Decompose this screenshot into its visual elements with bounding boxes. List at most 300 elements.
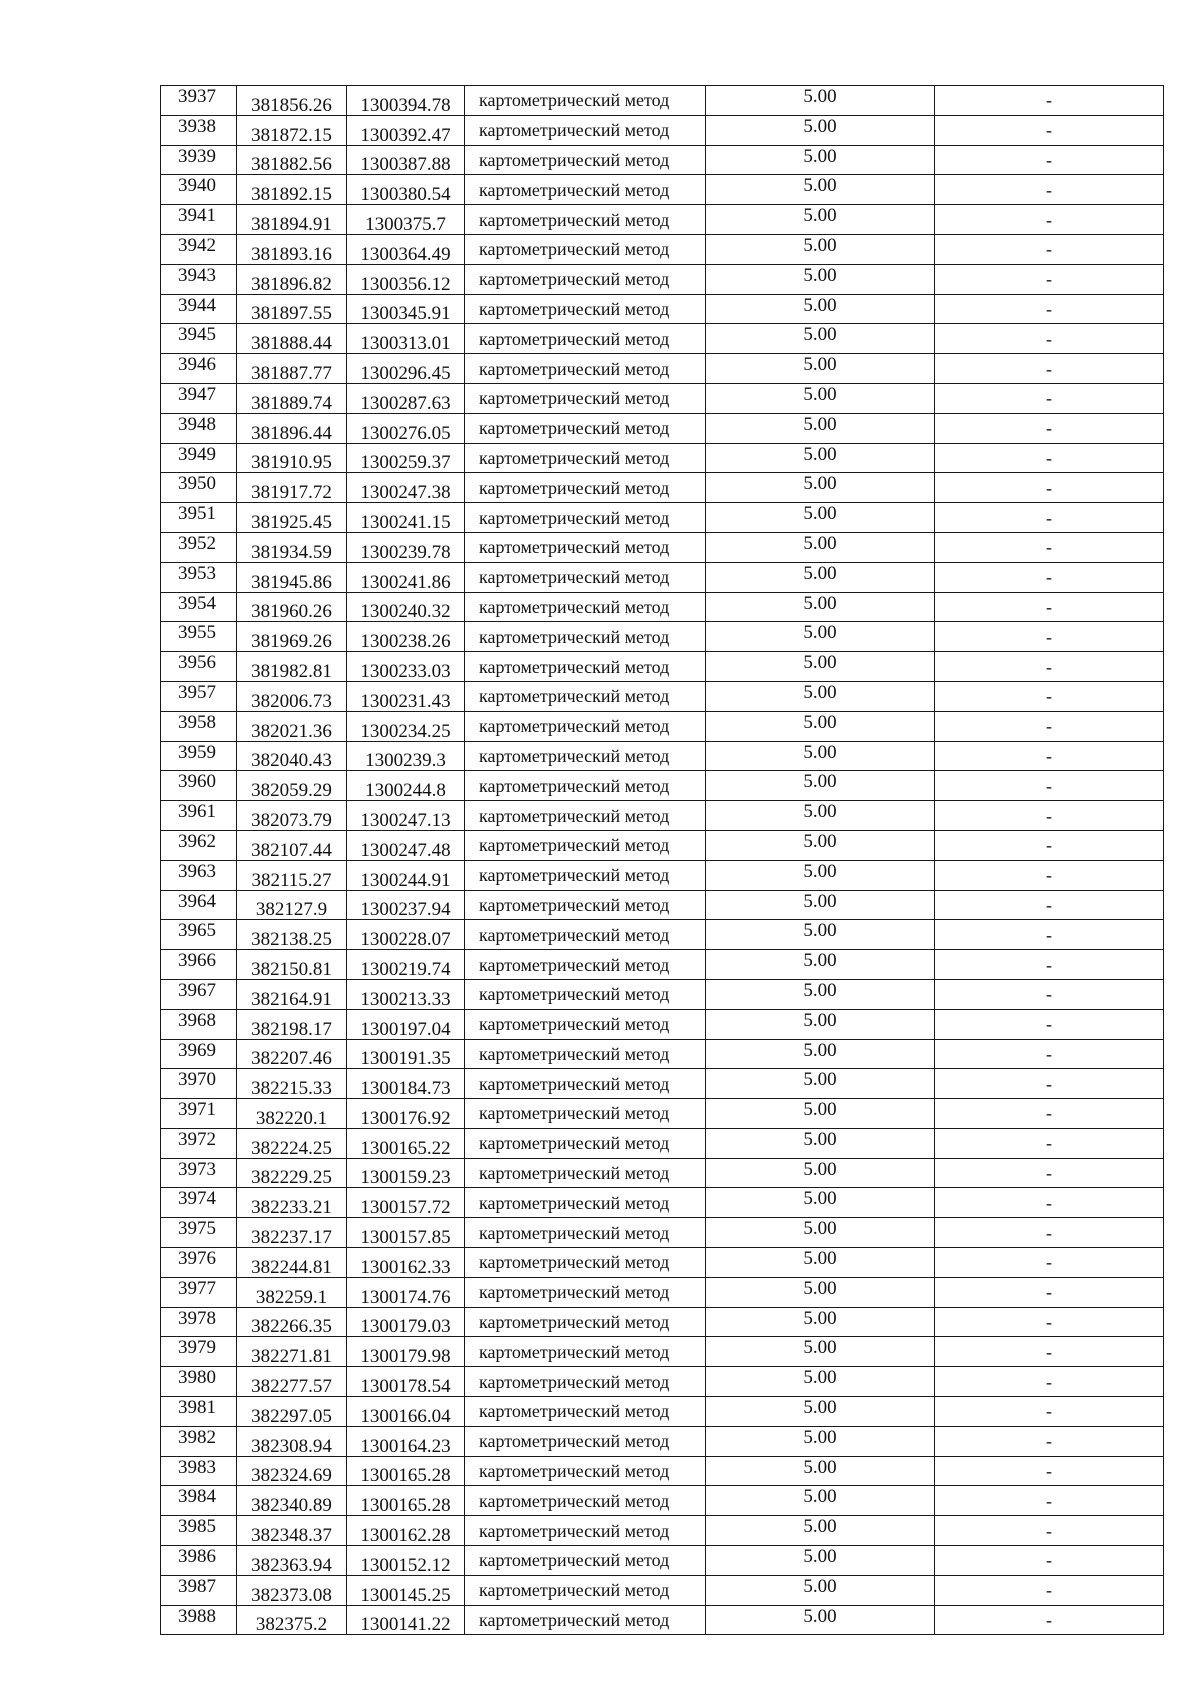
table-row [161, 920, 1164, 950]
point-number-cell: 3966 [161, 950, 237, 980]
point-number-cell: 3961 [161, 801, 237, 831]
accuracy-cell: 5.00 [706, 860, 935, 890]
x-coordinate-cell: 381896.82 [237, 264, 347, 294]
method-cell: картометрический метод [465, 86, 706, 116]
x-coordinate-cell: 381945.86 [237, 562, 347, 592]
accuracy-cell: 5.00 [706, 652, 935, 682]
table-row [161, 324, 1164, 354]
y-coordinate-cell: 1300237.94 [347, 890, 465, 920]
description-cell: - [935, 1397, 1164, 1427]
method-cell: картометрический метод [465, 1277, 706, 1307]
accuracy-cell: 5.00 [706, 801, 935, 831]
y-coordinate-cell: 1300165.28 [347, 1456, 465, 1486]
y-coordinate-cell: 1300238.26 [347, 622, 465, 652]
accuracy-cell: 5.00 [706, 324, 935, 354]
point-number-cell: 3958 [161, 711, 237, 741]
method-cell: картометрический метод [465, 711, 706, 741]
point-number-cell: 3953 [161, 562, 237, 592]
point-number-cell: 3974 [161, 1188, 237, 1218]
description-cell: - [935, 1516, 1164, 1546]
point-number-cell: 3984 [161, 1486, 237, 1516]
table-row [161, 1486, 1164, 1516]
x-coordinate-cell: 382237.17 [237, 1218, 347, 1248]
description-cell: - [935, 1605, 1164, 1635]
point-number-cell: 3970 [161, 1069, 237, 1099]
table-row [161, 175, 1164, 205]
accuracy-cell: 5.00 [706, 622, 935, 652]
table-row [161, 1307, 1164, 1337]
description-cell: - [935, 324, 1164, 354]
point-number-cell: 3950 [161, 473, 237, 503]
table-row [161, 1337, 1164, 1367]
x-coordinate-cell: 381872.15 [237, 115, 347, 145]
accuracy-cell: 5.00 [706, 562, 935, 592]
y-coordinate-cell: 1300157.72 [347, 1188, 465, 1218]
x-coordinate-cell: 381856.26 [237, 86, 347, 116]
table-row [161, 205, 1164, 235]
point-number-cell: 3977 [161, 1277, 237, 1307]
accuracy-cell: 5.00 [706, 264, 935, 294]
method-cell: картометрический метод [465, 771, 706, 801]
method-cell: картометрический метод [465, 1605, 706, 1635]
method-cell: картометрический метод [465, 264, 706, 294]
x-coordinate-cell: 381934.59 [237, 532, 347, 562]
table-row [161, 1039, 1164, 1069]
point-number-cell: 3945 [161, 324, 237, 354]
x-coordinate-cell: 382207.46 [237, 1039, 347, 1069]
y-coordinate-cell: 1300375.7 [347, 205, 465, 235]
description-cell: - [935, 830, 1164, 860]
description-cell: - [935, 1546, 1164, 1576]
y-coordinate-cell: 1300174.76 [347, 1277, 465, 1307]
description-cell: - [935, 1099, 1164, 1129]
method-cell: картометрический метод [465, 1188, 706, 1218]
accuracy-cell: 5.00 [706, 1575, 935, 1605]
method-cell: картометрический метод [465, 1069, 706, 1099]
y-coordinate-cell: 1300145.25 [347, 1575, 465, 1605]
accuracy-cell: 5.00 [706, 1546, 935, 1576]
accuracy-cell: 5.00 [706, 1248, 935, 1278]
method-cell: картометрический метод [465, 175, 706, 205]
accuracy-cell: 5.00 [706, 1188, 935, 1218]
y-coordinate-cell: 1300364.49 [347, 234, 465, 264]
x-coordinate-cell: 382340.89 [237, 1486, 347, 1516]
description-cell: - [935, 592, 1164, 622]
method-cell: картометрический метод [465, 860, 706, 890]
accuracy-cell: 5.00 [706, 711, 935, 741]
x-coordinate-cell: 382138.25 [237, 920, 347, 950]
method-cell: картометрический метод [465, 830, 706, 860]
y-coordinate-cell: 1300179.98 [347, 1337, 465, 1367]
x-coordinate-cell: 382363.94 [237, 1546, 347, 1576]
method-cell: картометрический метод [465, 801, 706, 831]
y-coordinate-cell: 1300184.73 [347, 1069, 465, 1099]
y-coordinate-cell: 1300296.45 [347, 354, 465, 384]
y-coordinate-cell: 1300392.47 [347, 115, 465, 145]
description-cell: - [935, 622, 1164, 652]
method-cell: картометрический метод [465, 413, 706, 443]
y-coordinate-cell: 1300259.37 [347, 443, 465, 473]
point-number-cell: 3981 [161, 1397, 237, 1427]
description-cell: - [935, 711, 1164, 741]
description-cell: - [935, 771, 1164, 801]
accuracy-cell: 5.00 [706, 1367, 935, 1397]
method-cell: картометрический метод [465, 1248, 706, 1278]
table-row [161, 711, 1164, 741]
description-cell: - [935, 1218, 1164, 1248]
x-coordinate-cell: 382271.81 [237, 1337, 347, 1367]
accuracy-cell: 5.00 [706, 86, 935, 116]
x-coordinate-cell: 381882.56 [237, 145, 347, 175]
y-coordinate-cell: 1300247.13 [347, 801, 465, 831]
method-cell: картометрический метод [465, 324, 706, 354]
table-row [161, 950, 1164, 980]
description-cell: - [935, 383, 1164, 413]
point-number-cell: 3938 [161, 115, 237, 145]
description-cell: - [935, 1039, 1164, 1069]
y-coordinate-cell: 1300233.03 [347, 652, 465, 682]
method-cell: картометрический метод [465, 145, 706, 175]
description-cell: - [935, 950, 1164, 980]
point-number-cell: 3983 [161, 1456, 237, 1486]
y-coordinate-cell: 1300162.33 [347, 1248, 465, 1278]
table-row [161, 1158, 1164, 1188]
y-coordinate-cell: 1300179.03 [347, 1307, 465, 1337]
point-number-cell: 3975 [161, 1218, 237, 1248]
y-coordinate-cell: 1300241.15 [347, 503, 465, 533]
x-coordinate-cell: 382215.33 [237, 1069, 347, 1099]
accuracy-cell: 5.00 [706, 503, 935, 533]
accuracy-cell: 5.00 [706, 1009, 935, 1039]
table-row [161, 532, 1164, 562]
y-coordinate-cell: 1300247.38 [347, 473, 465, 503]
accuracy-cell: 5.00 [706, 1337, 935, 1367]
y-coordinate-cell: 1300240.32 [347, 592, 465, 622]
x-coordinate-cell: 382164.91 [237, 979, 347, 1009]
method-cell: картометрический метод [465, 592, 706, 622]
description-cell: - [935, 1456, 1164, 1486]
x-coordinate-cell: 382259.1 [237, 1277, 347, 1307]
x-coordinate-cell: 382220.1 [237, 1099, 347, 1129]
y-coordinate-cell: 1300287.63 [347, 383, 465, 413]
x-coordinate-cell: 381969.26 [237, 622, 347, 652]
accuracy-cell: 5.00 [706, 1605, 935, 1635]
y-coordinate-cell: 1300165.22 [347, 1128, 465, 1158]
point-number-cell: 3987 [161, 1575, 237, 1605]
y-coordinate-cell: 1300356.12 [347, 264, 465, 294]
y-coordinate-cell: 1300247.48 [347, 830, 465, 860]
accuracy-cell: 5.00 [706, 830, 935, 860]
accuracy-cell: 5.00 [706, 1158, 935, 1188]
description-cell: - [935, 741, 1164, 771]
description-cell: - [935, 234, 1164, 264]
y-coordinate-cell: 1300178.54 [347, 1367, 465, 1397]
x-coordinate-cell: 381887.77 [237, 354, 347, 384]
accuracy-cell: 5.00 [706, 294, 935, 324]
table-row [161, 652, 1164, 682]
description-cell: - [935, 1277, 1164, 1307]
x-coordinate-cell: 382266.35 [237, 1307, 347, 1337]
method-cell: картометрический метод [465, 1575, 706, 1605]
description-cell: - [935, 175, 1164, 205]
description-cell: - [935, 115, 1164, 145]
table-row [161, 1069, 1164, 1099]
coordinates-table-body [161, 86, 1164, 1635]
point-number-cell: 3963 [161, 860, 237, 890]
table-row [161, 1605, 1164, 1635]
y-coordinate-cell: 1300197.04 [347, 1009, 465, 1039]
method-cell: картометрический метод [465, 1337, 706, 1367]
accuracy-cell: 5.00 [706, 115, 935, 145]
point-number-cell: 3946 [161, 354, 237, 384]
point-number-cell: 3952 [161, 532, 237, 562]
point-number-cell: 3942 [161, 234, 237, 264]
accuracy-cell: 5.00 [706, 771, 935, 801]
point-number-cell: 3967 [161, 979, 237, 1009]
x-coordinate-cell: 381889.74 [237, 383, 347, 413]
method-cell: картометрический метод [465, 622, 706, 652]
x-coordinate-cell: 382198.17 [237, 1009, 347, 1039]
accuracy-cell: 5.00 [706, 592, 935, 622]
table-row [161, 383, 1164, 413]
table-row [161, 979, 1164, 1009]
description-cell: - [935, 1188, 1164, 1218]
accuracy-cell: 5.00 [706, 234, 935, 264]
y-coordinate-cell: 1300239.78 [347, 532, 465, 562]
y-coordinate-cell: 1300159.23 [347, 1158, 465, 1188]
x-coordinate-cell: 381894.91 [237, 205, 347, 235]
point-number-cell: 3955 [161, 622, 237, 652]
table-row [161, 413, 1164, 443]
x-coordinate-cell: 382006.73 [237, 681, 347, 711]
description-cell: - [935, 1158, 1164, 1188]
point-number-cell: 3982 [161, 1426, 237, 1456]
method-cell: картометрический метод [465, 294, 706, 324]
accuracy-cell: 5.00 [706, 1516, 935, 1546]
y-coordinate-cell: 1300231.43 [347, 681, 465, 711]
point-number-cell: 3949 [161, 443, 237, 473]
point-number-cell: 3959 [161, 741, 237, 771]
method-cell: картометрический метод [465, 383, 706, 413]
x-coordinate-cell: 382375.2 [237, 1605, 347, 1635]
method-cell: картометрический метод [465, 562, 706, 592]
y-coordinate-cell: 1300152.12 [347, 1546, 465, 1576]
table-row [161, 503, 1164, 533]
description-cell: - [935, 413, 1164, 443]
y-coordinate-cell: 1300313.01 [347, 324, 465, 354]
accuracy-cell: 5.00 [706, 1397, 935, 1427]
method-cell: картометрический метод [465, 1158, 706, 1188]
accuracy-cell: 5.00 [706, 1456, 935, 1486]
table-row [161, 1575, 1164, 1605]
y-coordinate-cell: 1300394.78 [347, 86, 465, 116]
description-cell: - [935, 145, 1164, 175]
description-cell: - [935, 1367, 1164, 1397]
point-number-cell: 3980 [161, 1367, 237, 1397]
point-number-cell: 3940 [161, 175, 237, 205]
table-row [161, 1426, 1164, 1456]
method-cell: картометрический метод [465, 1456, 706, 1486]
y-coordinate-cell: 1300157.85 [347, 1218, 465, 1248]
point-number-cell: 3988 [161, 1605, 237, 1635]
method-cell: картометрический метод [465, 1397, 706, 1427]
x-coordinate-cell: 382073.79 [237, 801, 347, 831]
point-number-cell: 3973 [161, 1158, 237, 1188]
x-coordinate-cell: 382021.36 [237, 711, 347, 741]
description-cell: - [935, 354, 1164, 384]
accuracy-cell: 5.00 [706, 920, 935, 950]
method-cell: картометрический метод [465, 1307, 706, 1337]
point-number-cell: 3948 [161, 413, 237, 443]
accuracy-cell: 5.00 [706, 175, 935, 205]
y-coordinate-cell: 1300276.05 [347, 413, 465, 443]
accuracy-cell: 5.00 [706, 681, 935, 711]
table-row [161, 443, 1164, 473]
table-row [161, 771, 1164, 801]
description-cell: - [935, 1337, 1164, 1367]
table-row [161, 354, 1164, 384]
x-coordinate-cell: 382373.08 [237, 1575, 347, 1605]
point-number-cell: 3965 [161, 920, 237, 950]
table-row [161, 1516, 1164, 1546]
method-cell: картометрический метод [465, 1486, 706, 1516]
accuracy-cell: 5.00 [706, 413, 935, 443]
table-row [161, 1277, 1164, 1307]
description-cell: - [935, 652, 1164, 682]
point-number-cell: 3971 [161, 1099, 237, 1129]
y-coordinate-cell: 1300239.3 [347, 741, 465, 771]
method-cell: картометрический метод [465, 652, 706, 682]
y-coordinate-cell: 1300191.35 [347, 1039, 465, 1069]
description-cell: - [935, 1248, 1164, 1278]
point-number-cell: 3960 [161, 771, 237, 801]
x-coordinate-cell: 382040.43 [237, 741, 347, 771]
x-coordinate-cell: 382297.05 [237, 1397, 347, 1427]
description-cell: - [935, 801, 1164, 831]
table-row [161, 115, 1164, 145]
description-cell: - [935, 890, 1164, 920]
description-cell: - [935, 1486, 1164, 1516]
method-cell: картометрический метод [465, 1426, 706, 1456]
x-coordinate-cell: 381892.15 [237, 175, 347, 205]
accuracy-cell: 5.00 [706, 1039, 935, 1069]
description-cell: - [935, 562, 1164, 592]
table-row [161, 622, 1164, 652]
table-row [161, 1397, 1164, 1427]
y-coordinate-cell: 1300241.86 [347, 562, 465, 592]
description-cell: - [935, 979, 1164, 1009]
point-number-cell: 3943 [161, 264, 237, 294]
accuracy-cell: 5.00 [706, 473, 935, 503]
table-row [161, 890, 1164, 920]
accuracy-cell: 5.00 [706, 532, 935, 562]
y-coordinate-cell: 1300219.74 [347, 950, 465, 980]
x-coordinate-cell: 381917.72 [237, 473, 347, 503]
table-row [161, 1367, 1164, 1397]
point-number-cell: 3937 [161, 86, 237, 116]
x-coordinate-cell: 381896.44 [237, 413, 347, 443]
accuracy-cell: 5.00 [706, 741, 935, 771]
method-cell: картометрический метод [465, 890, 706, 920]
x-coordinate-cell: 382244.81 [237, 1248, 347, 1278]
table-row [161, 1218, 1164, 1248]
description-cell: - [935, 1307, 1164, 1337]
table-row [161, 294, 1164, 324]
method-cell: картометрический метод [465, 1516, 706, 1546]
x-coordinate-cell: 381960.26 [237, 592, 347, 622]
y-coordinate-cell: 1300166.04 [347, 1397, 465, 1427]
point-number-cell: 3951 [161, 503, 237, 533]
description-cell: - [935, 205, 1164, 235]
accuracy-cell: 5.00 [706, 1218, 935, 1248]
table-row [161, 830, 1164, 860]
y-coordinate-cell: 1300380.54 [347, 175, 465, 205]
table-row [161, 562, 1164, 592]
x-coordinate-cell: 381893.16 [237, 234, 347, 264]
y-coordinate-cell: 1300165.28 [347, 1486, 465, 1516]
y-coordinate-cell: 1300213.33 [347, 979, 465, 1009]
description-cell: - [935, 443, 1164, 473]
x-coordinate-cell: 382115.27 [237, 860, 347, 890]
description-cell: - [935, 264, 1164, 294]
x-coordinate-cell: 382107.44 [237, 830, 347, 860]
method-cell: картометрический метод [465, 205, 706, 235]
description-cell: - [935, 503, 1164, 533]
description-cell: - [935, 1575, 1164, 1605]
table-row [161, 681, 1164, 711]
method-cell: картометрический метод [465, 1367, 706, 1397]
point-number-cell: 3972 [161, 1128, 237, 1158]
table-row [161, 741, 1164, 771]
point-number-cell: 3979 [161, 1337, 237, 1367]
table-row [161, 264, 1164, 294]
x-coordinate-cell: 382150.81 [237, 950, 347, 980]
y-coordinate-cell: 1300141.22 [347, 1605, 465, 1635]
description-cell: - [935, 1069, 1164, 1099]
y-coordinate-cell: 1300244.8 [347, 771, 465, 801]
accuracy-cell: 5.00 [706, 979, 935, 1009]
method-cell: картометрический метод [465, 950, 706, 980]
y-coordinate-cell: 1300164.23 [347, 1426, 465, 1456]
description-cell: - [935, 532, 1164, 562]
accuracy-cell: 5.00 [706, 1426, 935, 1456]
y-coordinate-cell: 1300244.91 [347, 860, 465, 890]
table-row [161, 1456, 1164, 1486]
x-coordinate-cell: 381982.81 [237, 652, 347, 682]
point-number-cell: 3956 [161, 652, 237, 682]
accuracy-cell: 5.00 [706, 205, 935, 235]
table-row [161, 1099, 1164, 1129]
x-coordinate-cell: 382127.9 [237, 890, 347, 920]
point-number-cell: 3964 [161, 890, 237, 920]
table-row [161, 86, 1164, 116]
accuracy-cell: 5.00 [706, 1069, 935, 1099]
y-coordinate-cell: 1300234.25 [347, 711, 465, 741]
point-number-cell: 3939 [161, 145, 237, 175]
table-row [161, 1188, 1164, 1218]
method-cell: картометрический метод [465, 1218, 706, 1248]
accuracy-cell: 5.00 [706, 354, 935, 384]
point-number-cell: 3954 [161, 592, 237, 622]
description-cell: - [935, 860, 1164, 890]
point-number-cell: 3944 [161, 294, 237, 324]
description-cell: - [935, 681, 1164, 711]
table-row [161, 1546, 1164, 1576]
method-cell: картометрический метод [465, 979, 706, 1009]
point-number-cell: 3947 [161, 383, 237, 413]
description-cell: - [935, 294, 1164, 324]
y-coordinate-cell: 1300387.88 [347, 145, 465, 175]
